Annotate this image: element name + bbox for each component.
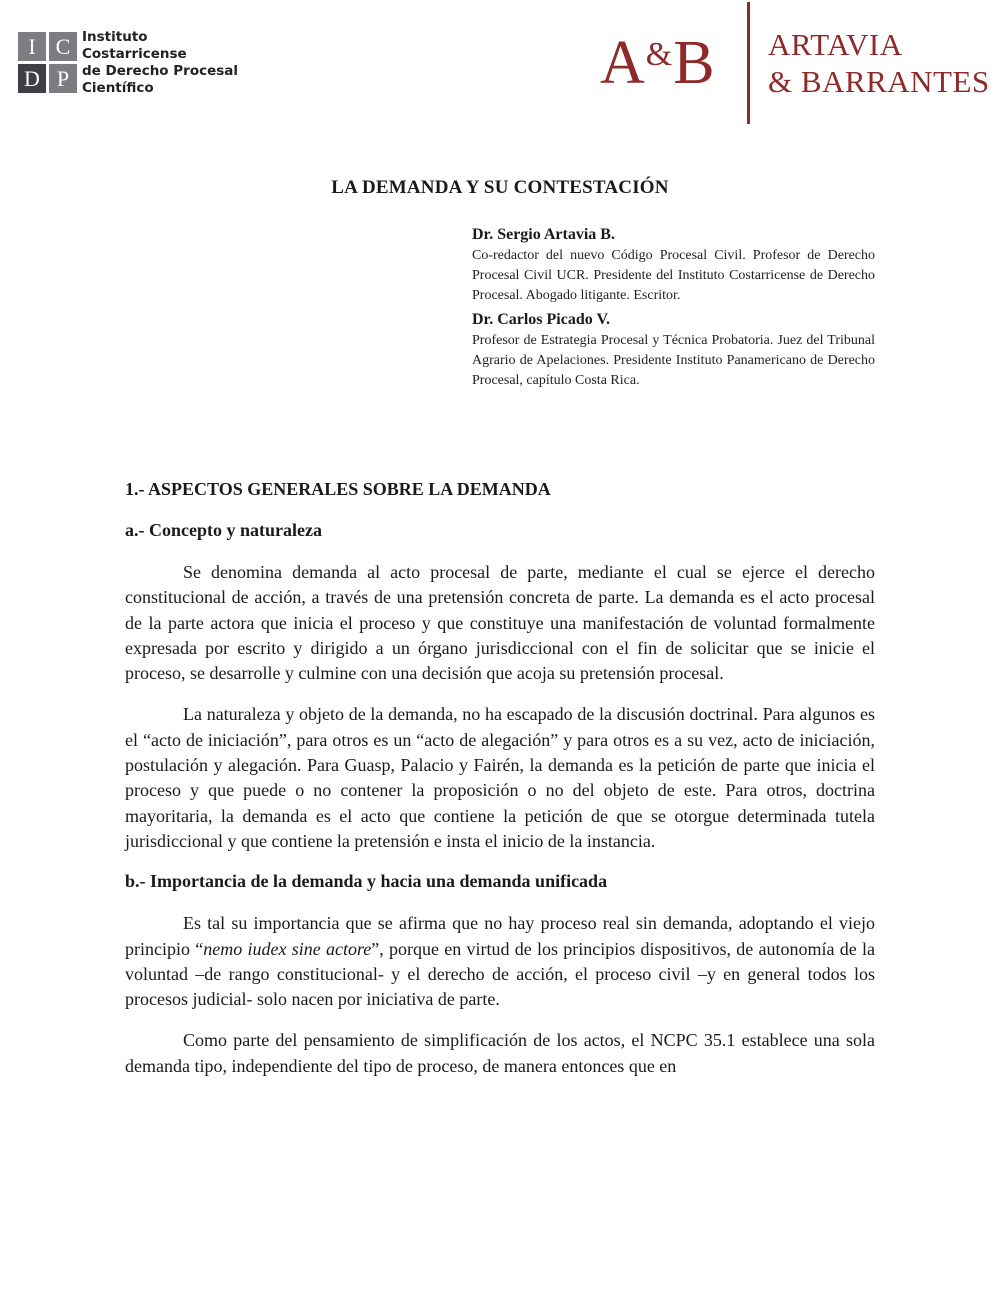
subsection-heading: a.- Concepto y naturaleza (125, 520, 322, 540)
author-bio: Profesor de Estrategia Procesal y Técnica Probatoria. Juez del Tribunal Agrario de Apelaciones. Presidente Instituto Panamericano de Derecho Procesal, capítulo Costa Rica. (472, 333, 875, 388)
icdp-letter-c: C (49, 32, 77, 61)
author-entry (472, 310, 875, 391)
icdp-letter-p: P (49, 64, 77, 93)
icdp-logo-text (82, 29, 238, 97)
firm-name-line2: & BARRANTES (768, 64, 990, 99)
document-body (125, 478, 875, 1095)
latin-maxim: nemo iudex sine actore (203, 938, 372, 959)
icdp-logo-line: Científico (82, 80, 154, 96)
monogram-a: A (600, 29, 645, 97)
paragraph (125, 911, 875, 1012)
author-name: Dr. Sergio Artavia B. (472, 226, 615, 243)
paragraph-text: ”, porque en virtud de los principios dispositivos, de autonomía de la voluntad –de rango constitucional- y el derecho de acción, el proceso civil –y en general todos los procesos judicial- solo nacen por iniciativa de parte. (125, 938, 875, 1010)
subsection-heading: b.- Importancia de la demanda y hacia una demanda unificada (125, 871, 608, 892)
monogram-b: B (673, 29, 715, 97)
authors-block (472, 225, 875, 391)
icdp-letter-i: I (18, 32, 46, 61)
author-bio: Co-redactor del nuevo Código Procesal Civil. Profesor de Derecho Procesal Civil UCR. Presidente del Instituto Costarricense de Derecho Procesal. Abogado litigante. Escritor. (472, 248, 875, 303)
document-title: LA DEMANDA Y SU CONTESTACIÓN (331, 177, 669, 198)
paragraph-text: Es tal su importancia que se afirma que no hay proceso real sin demanda, adoptando el viejo principio “ (125, 913, 875, 959)
logo-divider (747, 2, 750, 124)
section-heading: 1.- ASPECTOS GENERALES SOBRE LA DEMANDA (125, 479, 551, 499)
icdp-logo-line: Costarricense (82, 46, 187, 62)
icdp-logo (18, 29, 239, 97)
firm-monogram (600, 29, 715, 97)
firm-name-line1: ARTAVIA (768, 27, 903, 62)
icdp-letter-grid (18, 32, 77, 93)
author-name: Dr. Carlos Picado V. (472, 311, 610, 328)
author-entry (472, 225, 875, 306)
paragraph: La naturaleza y objeto de la demanda, no ha escapado de la discusión doctrinal. Para algunos es el “acto de iniciación”, para otros es un “acto de alegación” y para otros es a su vez, acto de iniciación, postulación y alegación. Para Guasp, Palacio y Fairén, la demanda es la petición de parte que inicia el proceso y que puede o no contener la proposición o no del objeto de este. Para otros, doctrina mayoritaria, la demanda es el acto que contiene la petición de que se otorgue determinada tutela jurisdiccional y que contiene la pretensión e insta el inicio de la instancia. (125, 704, 875, 851)
paragraph: Como parte del pensamiento de simplificación de los actos, el NCPC 35.1 establece una sola demanda tipo, independiente del tipo de proceso, de manera entonces que en (125, 1030, 875, 1076)
icdp-logo-line: de Derecho Procesal (82, 63, 239, 79)
firm-name (768, 26, 990, 100)
monogram-ampersand: & (645, 36, 673, 73)
paragraph: Se denomina demanda al acto procesal de parte, mediante el cual se ejerce el derecho constitucional de acción, a través de una pretensión concreta de parte. La demanda es el acto procesal de la parte actora que inicia el proceso y que constituye una manifestación de voluntad formalmente expresada por escrito y dirigido a un órgano jurisdiccional con el fin de solicitar que se inicie el proceso, se desarrolle y culmine con una decisión que acoja su pretensión procesal. (125, 562, 875, 684)
icdp-letter-d: D (18, 64, 46, 93)
icdp-logo-line: Instituto (82, 29, 148, 45)
